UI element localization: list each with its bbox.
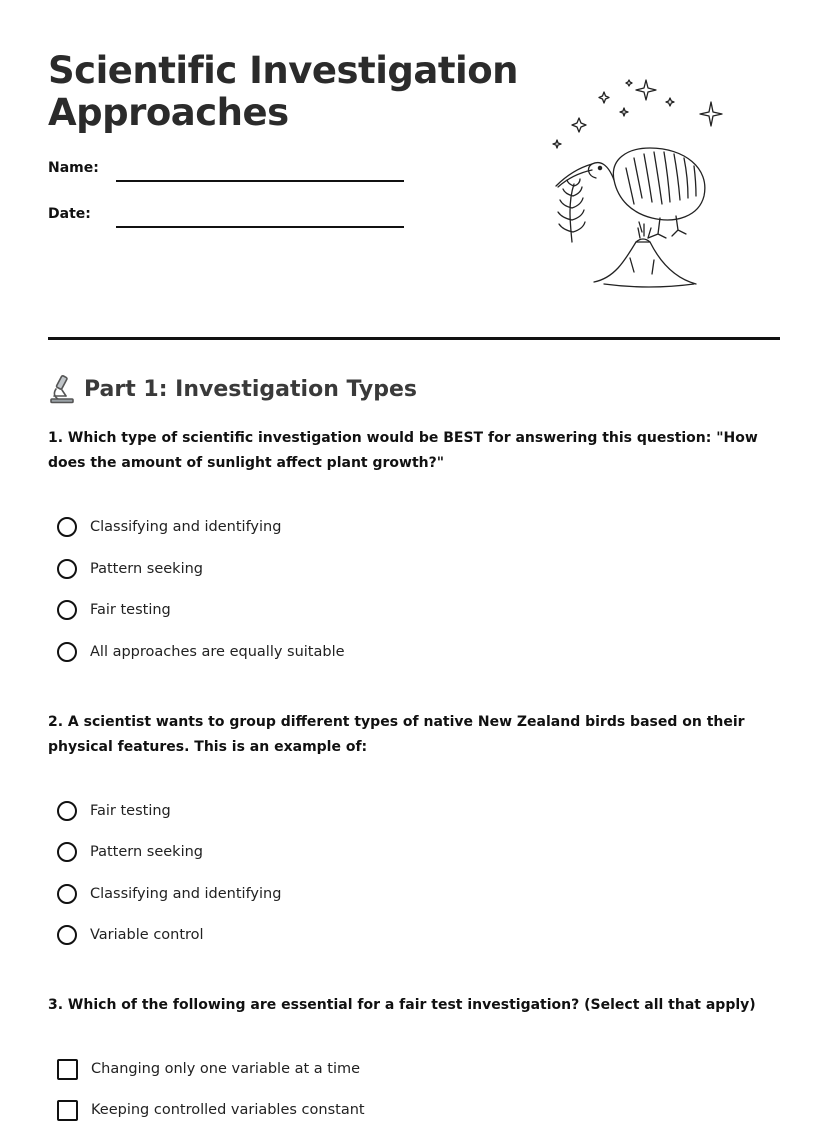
- star-icon: [666, 98, 674, 106]
- option-label: Keeping controlled variables constant: [91, 1102, 365, 1118]
- q2-option-1[interactable]: [57, 798, 171, 824]
- microscope-icon: [48, 374, 76, 404]
- kiwi-illustration: [544, 72, 734, 292]
- radio-button[interactable]: [57, 884, 77, 904]
- section-divider: [48, 337, 780, 340]
- option-label: Classifying and identifying: [90, 886, 282, 902]
- name-field[interactable]: [116, 180, 404, 182]
- radio-button[interactable]: [57, 842, 77, 862]
- radio-button[interactable]: [57, 925, 77, 945]
- question-2-text: 2. A scientist wants to group different types of native New Zealand birds based on their physical features. This is an example of:: [48, 714, 745, 755]
- option-label: Pattern seeking: [90, 844, 203, 860]
- option-label: Fair testing: [90, 803, 171, 819]
- name-label: Name:: [48, 160, 99, 176]
- radio-button[interactable]: [57, 801, 77, 821]
- star-icon: [636, 80, 656, 100]
- radio-button[interactable]: [57, 600, 77, 620]
- checkbox[interactable]: [57, 1100, 78, 1121]
- checkbox[interactable]: [57, 1059, 78, 1080]
- q1-option-2[interactable]: [57, 556, 203, 582]
- section-heading-text: Part 1: Investigation Types: [84, 376, 418, 402]
- q3-option-1[interactable]: [57, 1056, 360, 1082]
- q2-option-2[interactable]: [57, 839, 203, 865]
- option-label: Changing only one variable at a time: [91, 1061, 361, 1077]
- q1-option-1[interactable]: [57, 514, 281, 540]
- section-heading: [48, 374, 417, 404]
- date-field[interactable]: [116, 226, 404, 228]
- radio-button[interactable]: [57, 517, 77, 537]
- star-icon: [620, 108, 628, 116]
- option-label: Variable control: [90, 927, 204, 943]
- date-label: Date:: [48, 206, 91, 222]
- q1-option-3[interactable]: [57, 597, 171, 623]
- option-label: Pattern seeking: [90, 561, 203, 577]
- title-line-1: Scientific Investigation: [48, 49, 518, 92]
- star-icon: [599, 92, 609, 103]
- radio-button[interactable]: [57, 642, 77, 662]
- radio-button[interactable]: [57, 559, 77, 579]
- q2-option-4[interactable]: [57, 922, 204, 948]
- q3-option-2[interactable]: [57, 1097, 365, 1123]
- question-1-text: 1. Which type of scientific investigation would be BEST for answering this question: "How does the amount of sunlight affect plant growth?": [48, 430, 758, 471]
- question-3-text: 3. Which of the following are essential for a fair test investigation? (Select all that apply): [48, 997, 756, 1013]
- star-icon: [700, 102, 722, 126]
- option-label: Classifying and identifying: [90, 519, 282, 535]
- star-icon: [626, 80, 632, 86]
- star-icon: [572, 118, 586, 132]
- title-line-2: Approaches: [48, 91, 289, 134]
- option-label: Fair testing: [90, 602, 171, 618]
- page-title: [48, 50, 518, 134]
- option-label: All approaches are equally suitable: [90, 644, 345, 660]
- q1-option-4[interactable]: [57, 639, 345, 665]
- q2-option-3[interactable]: [57, 881, 281, 907]
- star-icon: [553, 140, 561, 148]
